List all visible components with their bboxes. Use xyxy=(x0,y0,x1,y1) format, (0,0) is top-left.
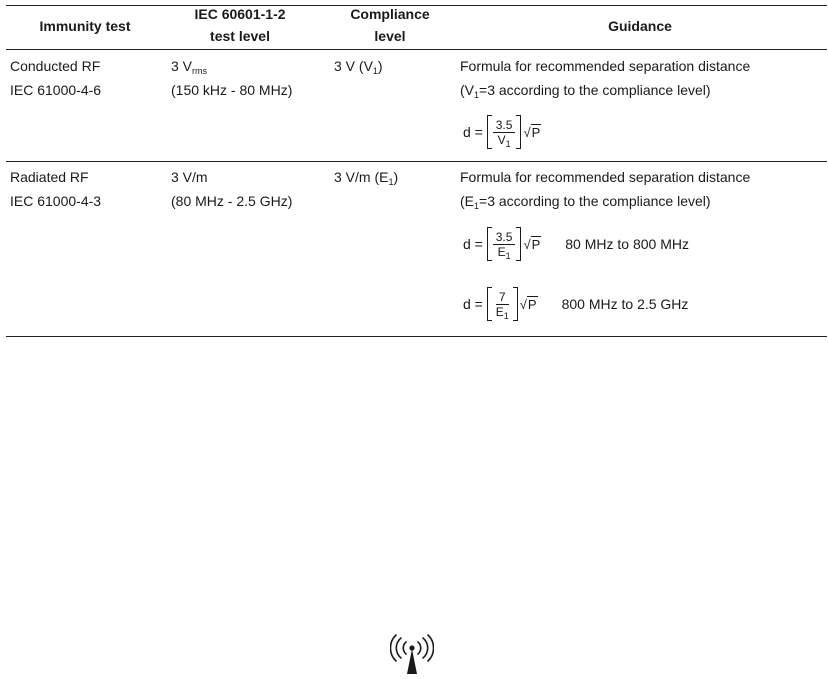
row-radiated-guidance-line1: Formula for recommended separation distance xyxy=(460,169,751,185)
row-conducted-compliance xyxy=(334,54,383,78)
row-conducted-guidance-pre: (V xyxy=(460,82,474,98)
bracket-left xyxy=(487,115,492,149)
row-conducted-level xyxy=(171,54,292,102)
header-compliance-level xyxy=(330,3,450,47)
row-radiated-compliance-pre: 3 V/m (E xyxy=(334,169,389,185)
bracket-right xyxy=(516,227,521,261)
formula-numerator: 3.5 xyxy=(493,230,516,245)
formula-lhs: d = xyxy=(463,296,483,312)
header-test-level-line1: IEC 60601-1-2 xyxy=(194,6,286,22)
formula-denominator: $V_1$ xyxy=(497,132,511,149)
header-bottom-rule xyxy=(6,49,827,50)
formula-sqrt: √P xyxy=(523,236,541,252)
bracket-right xyxy=(516,115,521,149)
row-conducted-compliance-pre: 3 V (V xyxy=(334,58,373,74)
bracket-right xyxy=(513,287,518,321)
row-conducted-guidance-line2 xyxy=(460,78,750,102)
formula-range: 80 MHz to 800 MHz xyxy=(565,236,689,252)
row-radiated-compliance xyxy=(334,165,398,189)
formula-numerator: 7 xyxy=(496,290,509,305)
row-conducted-test-standard: IEC 61000-4-6 xyxy=(10,82,102,98)
bracket-left xyxy=(487,287,492,321)
row-conducted-guidance-sub: 1 xyxy=(474,90,480,100)
row-conducted-guidance-post: =3 according to the compliance level) xyxy=(479,82,711,98)
row-radiated-compliance-post: ) xyxy=(393,169,399,185)
row-conducted-compliance-post: ) xyxy=(377,58,383,74)
row-radiated-compliance-sub: 1 xyxy=(388,177,394,187)
row-divider-rule xyxy=(6,161,827,162)
row-radiated-guidance-line2 xyxy=(460,189,750,213)
row-radiated-level xyxy=(171,165,292,213)
formula-fraction xyxy=(493,118,516,147)
formula-conducted xyxy=(463,112,541,152)
non-ionizing-radiation-icon xyxy=(390,634,434,676)
formula-radiated-low xyxy=(463,224,689,264)
row-radiated-guidance xyxy=(460,165,750,213)
formula-lhs: d = xyxy=(463,236,483,252)
formula-fraction xyxy=(493,230,516,259)
row-conducted-compliance-sub: 1 xyxy=(372,66,378,76)
header-immunity-test: Immunity test xyxy=(39,18,131,34)
row-conducted-guidance-line1: Formula for recommended separation distance xyxy=(460,58,751,74)
row-radiated-level-range: (80 MHz - 2.5 GHz) xyxy=(171,193,293,209)
formula-range: 800 MHz to 2.5 GHz xyxy=(561,296,689,312)
row-conducted-level-main: 3 V xyxy=(171,58,193,74)
formula-lhs: d = xyxy=(463,124,483,140)
row-radiated-guidance-pre: (E xyxy=(460,193,474,209)
row-radiated-guidance-post: =3 according to the compliance level) xyxy=(479,193,711,209)
row-conducted-level-sub: rms xyxy=(192,66,208,76)
row-radiated-test-standard: IEC 61000-4-3 xyxy=(10,193,102,209)
formula-sqrt: √P xyxy=(523,124,541,140)
header-compliance-line2: level xyxy=(374,28,406,44)
row-conducted-level-value xyxy=(171,54,292,78)
row-conducted-level-range: (150 kHz - 80 MHz) xyxy=(171,82,293,98)
row-radiated-test-name: Radiated RF xyxy=(10,169,89,185)
row-conducted-test xyxy=(10,54,101,102)
bracket-left xyxy=(487,227,492,261)
formula-numerator: 3.5 xyxy=(493,118,516,133)
table-bottom-rule xyxy=(6,336,827,337)
header-test-level-line2: test level xyxy=(210,28,270,44)
header-guidance: Guidance xyxy=(608,18,672,34)
row-conducted-test-name: Conducted RF xyxy=(10,58,101,74)
header-compliance-line1: Compliance xyxy=(350,6,430,22)
formula-denominator: $E_1$ xyxy=(497,244,511,261)
row-radiated-test xyxy=(10,165,101,213)
row-radiated-level-value: 3 V/m xyxy=(171,169,208,185)
formula-radiated-high xyxy=(463,284,688,324)
row-radiated-guidance-sub: 1 xyxy=(474,201,480,211)
formula-fraction xyxy=(493,290,512,319)
formula-denominator: $E_1$ xyxy=(495,304,509,321)
row-conducted-guidance xyxy=(460,54,750,102)
formula-sqrt: √P xyxy=(519,296,537,312)
header-test-level xyxy=(160,3,320,47)
